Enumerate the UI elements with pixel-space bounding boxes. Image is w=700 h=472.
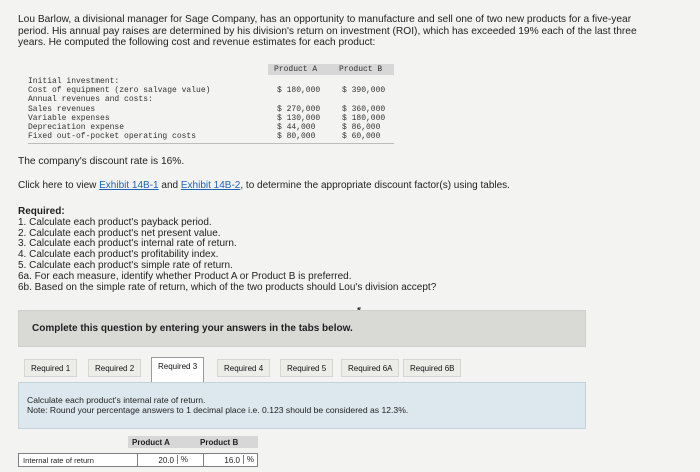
required-item: 1. Calculate each product's payback period. — [18, 216, 212, 228]
value-b: $ 180,000 — [342, 114, 386, 123]
value-b: $ 86,000 — [342, 123, 381, 132]
irr-row — [18, 453, 258, 467]
problem-intro: Lou Barlow, a divisional manager for Sage Company, has an opportunity to manufacture and sell one of two new products for a five-year period. His annual pay raises are determined by his division's return on investment (ROI), which has exceeded 19% each of the last three years. He computed the following cost and revenue estimates for each product: — [18, 14, 637, 49]
exhibit-14b-1-link[interactable]: Exhibit 14B-1 — [99, 180, 159, 191]
value-a: $ 80,000 — [277, 132, 316, 141]
exhibit-line — [18, 180, 510, 191]
required-item: 3. Calculate each product's internal rate of return. — [18, 238, 237, 250]
table-row — [28, 132, 394, 142]
header-product-b: Product B — [339, 65, 383, 74]
tab-required-4[interactable]: Required 4 — [217, 359, 270, 377]
irr-product-b-value: 16.0 — [224, 456, 240, 465]
tab-required-6b[interactable]: Required 6B — [403, 359, 461, 377]
irr-row-label: Internal rate of return — [23, 456, 94, 465]
tab-required-6a[interactable]: Required 6A — [341, 359, 399, 377]
required-item: 6b. Based on the simple rate of return, which of the two products should Lou's division accept? — [18, 281, 437, 293]
row-label: Cost of equipment (zero salvage value) — [28, 86, 211, 95]
value-a: $ 180,000 — [277, 86, 321, 95]
value-b: $ 360,000 — [342, 105, 386, 114]
row-label: Depreciation expense — [28, 123, 125, 132]
exhibit-line-suffix: , to determine the appropriate discount factor(s) using tables. — [240, 180, 510, 191]
row-label: Variable expenses — [28, 114, 110, 123]
required-title: Required: — [18, 206, 65, 217]
required-item: 5. Calculate each product's simple rate of return. — [18, 259, 233, 271]
exhibit-line-prefix: Click here to view — [18, 180, 100, 191]
table-header — [268, 64, 394, 75]
tab-required-1[interactable]: Required 1 — [24, 359, 77, 377]
value-b: $ 390,000 — [342, 86, 386, 95]
instruction-line: Calculate each product's internal rate of return. — [27, 395, 206, 405]
value-a: $ 44,000 — [277, 123, 316, 132]
row-label: Sales revenues — [28, 105, 96, 114]
required-item: 4. Calculate each product's profitability index. — [18, 249, 219, 261]
tab-instructions — [18, 382, 586, 429]
answer-header-product-a: Product A — [132, 438, 170, 447]
row-label: Annual revenues and costs: — [28, 95, 153, 104]
percent-unit: % — [177, 455, 188, 464]
tab-required-2[interactable]: Required 2 — [88, 359, 141, 377]
exhibit-14b-2-link[interactable]: Exhibit 14B-2 — [180, 180, 241, 191]
answer-header — [128, 436, 258, 448]
value-a: $ 130,000 — [277, 114, 321, 123]
percent-unit: % — [243, 455, 254, 464]
irr-product-a-value: 20.0 — [158, 456, 174, 465]
instruction-banner — [18, 310, 586, 347]
answer-table — [18, 436, 258, 472]
rounding-note: Note: Round your percentage answers to 1 decimal place i.e. 0.123 should be considered as 12.3%. — [27, 405, 409, 415]
table-row — [28, 95, 394, 105]
value-b: $ 60,000 — [342, 132, 381, 141]
discount-rate-text: The company's discount rate is 16%. — [18, 156, 185, 167]
value-a: $ 270,000 — [277, 105, 321, 114]
exhibit-line-mid: and — [158, 180, 181, 191]
irr-product-a-input[interactable] — [137, 454, 192, 466]
tab-required-3[interactable]: Required 3 — [151, 357, 204, 382]
answer-header-product-b: Product B — [200, 438, 239, 447]
row-label: Fixed out-of-pocket operating costs — [28, 132, 197, 141]
table-divider — [28, 143, 394, 144]
required-tabs — [18, 354, 584, 382]
required-item: 2. Calculate each product's net present value. — [18, 227, 221, 239]
header-product-a: Product A — [274, 65, 318, 74]
row-label: Initial investment: — [28, 77, 120, 86]
tab-required-5[interactable]: Required 5 — [280, 359, 333, 377]
irr-product-b-input[interactable] — [203, 454, 258, 466]
required-list — [18, 207, 618, 293]
required-item: 6a. For each measure, identify whether Product A or Product B is preferred. — [18, 270, 352, 282]
banner-text: Complete this question by entering your answers in the tabs below. — [32, 323, 353, 334]
